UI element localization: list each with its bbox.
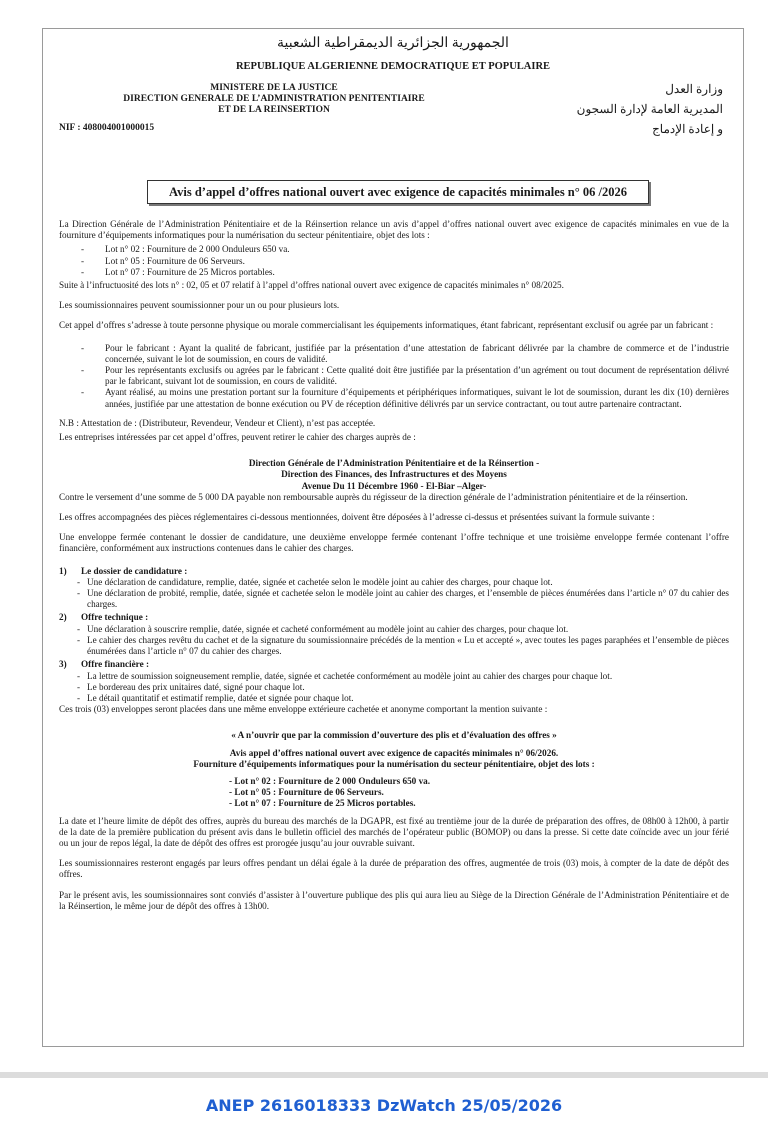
document-page (42, 28, 744, 1047)
notice-title: Avis d’appel d’offres national ouvert avec exigence de capacités minimales n° 06 /2026 (147, 180, 649, 204)
arabic-line: المديرية العامة لإدارة السجون (576, 102, 723, 116)
soumission-paragraph: Les soumissionnaires peuvent soumissionner pour un ou pour plusieurs lots. (59, 300, 340, 311)
republic-title: REPUBLIQUE ALGERIENNE DEMOCRATIQUE ET POPULAIRE (235, 61, 551, 72)
mention-line: « A n’ouvrir que par la commission d’ouverture des plis et d’évaluation des offres » (231, 730, 557, 741)
infructuosite-paragraph: Suite à l’infructuosité des lots n° : 02, 05 et 07 relatif à l’appel d’offres national ouvert avec exigence de capacités minimales n° 08/2025. (59, 280, 564, 291)
section-items (59, 577, 729, 611)
pieces-paragraph: Les offres accompagnées des pièces réglementaires ci-dessous mentionnées, doivent être déposées à l’adresse ci-dessus et présentées suivant la formule suivante : (59, 512, 655, 523)
section-items (59, 624, 729, 658)
section-item: - Le cahier des charges revêtu du cachet et de la signature du soumissionnaire précédés de la mention « Lu et accepté », avec toutes les pages paraphées et l’ensemble de pièces énumérées dans l’article n° 07 du cahier des charges. (77, 635, 729, 657)
section-item: - Une déclaration à souscrire remplie, datée, signée et cacheté conformément au modèle joint au cahier des charges, pour chaque lot. (77, 624, 729, 635)
condition-item: - Ayant réalisé, au moins une prestation portant sur la fourniture d’équipements et périphériques informatiques, suivant le lot de soumission, durant les dix (10) dernières années, justifiée par une attestation de bonne exécution ou PV de réception définitive délivrés par un service contractant, ou tout autre partenaire contractant. (81, 387, 729, 409)
trois-paragraph: Ces trois (03) enveloppes seront placées dans une même enveloppe extérieure cachetée et anonyme comportant la mention suivante : (59, 704, 548, 715)
versement-paragraph: Contre le versement d’une somme de 5 000 DA payable non remboursable auprès du régisseur de la direction générale de l’administration pénitentiaire et de la réinsertion. (59, 491, 688, 502)
mention-lot: - Lot n° 05 : Fourniture de 06 Serveurs. (229, 787, 384, 798)
address-line: Direction des Finances, des Infrastructures et des Moyens (281, 469, 507, 480)
nif-number: NIF : 408004001000015 (59, 123, 155, 133)
conditions-list (59, 343, 729, 410)
arabic-line: و إعادة الإدماج (652, 122, 723, 136)
engages-paragraph: Les soumissionnaires resteront engagés par leurs offres pendant un délai égale à la durée de préparation des offres, augmentée de trois (03) mois, à compter de la date de dépôt des offres. (59, 858, 729, 880)
convies-paragraph: Par le présent avis, les soumissionnaires sont conviés d’assister à l’ouverture publique des plis qui aura lieu au Siège de la Direction Générale de l’Administration Pénitentiaire et de la Réinsertion, le même jour de dépôt des offres à 13h00. (59, 889, 729, 911)
mention-line: Fourniture d’équipements informatiques pour la numérisation du secteur pénitentiaire, objet des lots : (193, 758, 595, 769)
arabic-line: وزارة العدل (665, 82, 723, 96)
condition-item: - Pour les représentants exclusifs ou agrées par le fabricant : Cette qualité doit être justifiée par la présentation d’un agrément ou tout document de représentation délivré par le fabricant, suivant lot de soumission, en cours de validité. (81, 365, 729, 387)
section-heading: 2) Offre technique : (59, 612, 149, 623)
arabic-republic-title: الجمهورية الجزائرية الديمقراطية الشعبية (277, 36, 509, 51)
mention-lot: - Lot n° 07 : Fourniture de 25 Micros portables. (229, 798, 416, 809)
ministry-line: MINISTERE DE LA JUSTICE (210, 83, 338, 93)
section-item: - Une déclaration de candidature, remplie, datée, signée et cachetée selon le modèle joint au cahier des charges, pour chaque lot. (77, 577, 729, 588)
section-item: - La lettre de soumission soigneusement remplie, datée, signée et cachetée conformément au modèle joint au cahier des charges pour chaque lot. (77, 671, 729, 682)
section-items (59, 671, 729, 705)
lots-list (59, 244, 729, 278)
ministry-line: ET DE LA REINSERTION (218, 105, 330, 115)
condition-item: - Pour le fabricant : Ayant la qualité de fabricant, justifiée par la présentation d’une attestation de fabricant délivrée par la chambre de commerce et de l’industrie concernée, suivant le lot de soumission, en cours de validité. (81, 343, 729, 365)
intro-paragraph: La Direction Générale de l’Administration Pénitentiaire et de la Réinsertion relance un avis d’appel d’offres national ouvert avec exigence de capacités minimales en vue de la fourniture d’équipements informatiques pour la numérisation du secteur pénitentiaire, objet des lots : (59, 219, 729, 241)
retirer-paragraph: Les entreprises intéressées par cet appel d’offres, peuvent retirer le cahier des charges auprès de : (59, 432, 416, 443)
page-bottom-bar (0, 1072, 768, 1078)
arabic-ministry-block (563, 79, 723, 139)
address-line: Avenue Du 11 Décembre 1960 - El-Biar –Alger- (301, 480, 487, 491)
notice-body (59, 219, 729, 915)
lot-item: - Lot n° 07 : Fourniture de 25 Micros portables. (81, 267, 729, 278)
section-heading: 1) Le dossier de candidature : (59, 565, 188, 576)
section-item: - Le détail quantitatif et estimatif remplie, datée et signée pour chaque lot. (77, 693, 729, 704)
footer-reference: ANEP 2616018333 DzWatch 25/05/2026 (205, 1096, 563, 1115)
enveloppe-paragraph: Une enveloppe fermée contenant le dossier de candidature, une deuxième enveloppe fermée contenant l’offre technique et une troisième enveloppe fermée contenant l’offre financière, conformément aux instructions contenues dans le cahier des charges. (59, 532, 729, 554)
ministry-block (59, 83, 489, 116)
section-item: - Le bordereau des prix unitaires daté, signé pour chaque lot. (77, 682, 729, 693)
section-heading: 3) Offre financière : (59, 659, 150, 670)
nb-paragraph: N.B : Attestation de : (Distributeur, Revendeur, Vendeur et Client), n’est pas acceptée. (59, 417, 376, 428)
lot-item: - Lot n° 05 : Fourniture de 06 Serveurs. (81, 256, 729, 267)
lot-item: - Lot n° 02 : Fourniture de 2 000 Onduleurs 650 va. (81, 244, 729, 255)
section-item: - Une déclaration de probité, remplie, datée, signée et cachetée selon le modèle joint au cahier des charges, et l’ensemble de pièces énumérées dans l’article n° 07 du cahier des charges. (77, 588, 729, 610)
ministry-line: DIRECTION GENERALE DE L’ADMINISTRATION PENITENTIAIRE (123, 94, 425, 104)
mention-line: Avis appel d’offres national ouvert avec exigence de capacités minimales n° 06/2026. (229, 747, 559, 758)
address-line: Direction Générale de l’Administration Pénitentiaire et de la Réinsertion - (248, 458, 540, 469)
adresse-paragraph: Cet appel d’offres s’adresse à toute personne physique ou morale commercialisant les équipements informatiques, étant fabricant, représentant exclusif ou agrée par un fabricant : (59, 320, 714, 331)
date-paragraph: La date et l’heure limite de dépôt des offres, auprès du bureau des marchés de la DGAPR, est fixé au trentième jour de la durée de préparation des offres, de 08h00 à 12h00, à partir de la date de la première publication du présent avis dans le bulletin officiel des marchés de l’opérateur public (BOMOP) ou dans la presse. Si cette date coïncide avec un jour férié ou un jour de repos légal, la date de dépôt des offres est prorogée jusqu’au jour ouvrable suivant. (59, 815, 729, 848)
mention-lot: - Lot n° 02 : Fourniture de 2 000 Onduleurs 650 va. (229, 775, 431, 786)
